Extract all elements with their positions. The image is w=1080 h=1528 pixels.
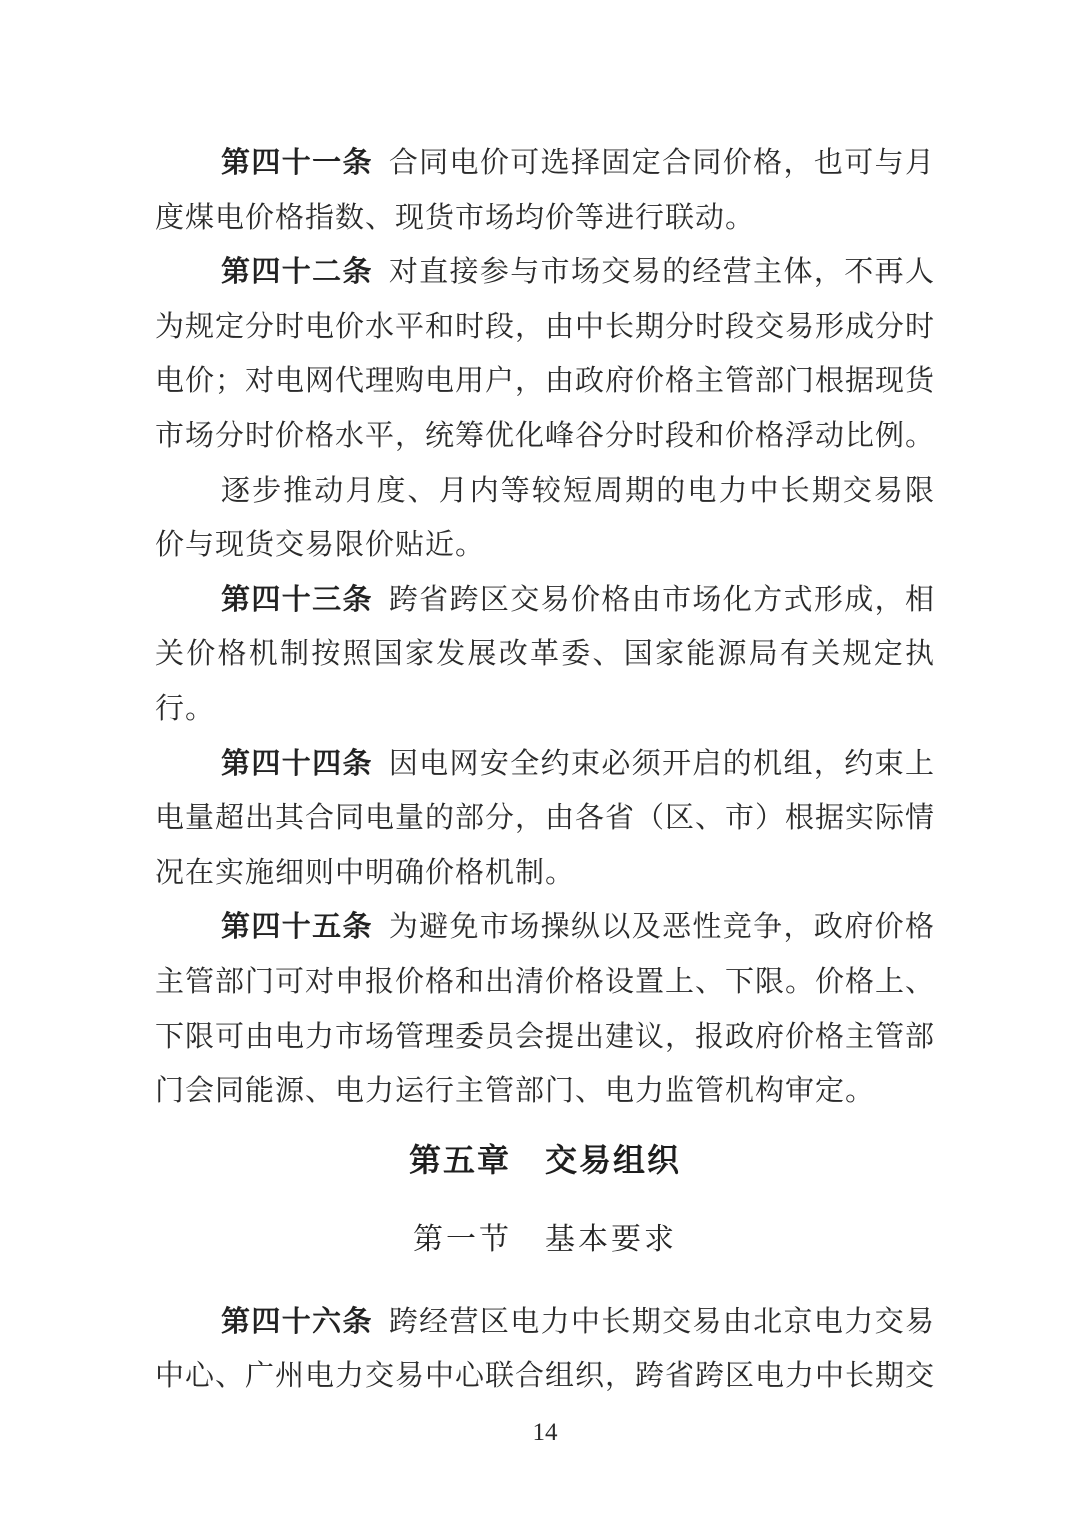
plain-paragraph bbox=[155, 464, 935, 573]
article-41-text: 合同电价可选择固定合同价格，也可与月度煤电价格指数、现货市场均价等进行联动。 bbox=[155, 147, 935, 234]
article-43-paragraph bbox=[155, 573, 935, 737]
page-number: 14 bbox=[532, 1418, 558, 1446]
article-46-text: 跨经营区电力中长期交易由北京电力交易中心、广州电力交易中心联合组织，跨省跨区电力中长期交 bbox=[155, 1305, 936, 1393]
article-42-text: 对直接参与市场交易的经营主体，不再人为规定分时电价水平和时段，由中长期分时段交易形成分时电价；对电网代理购电用户，由政府价格主管部门根据现货市场分时价格水平，统筹优化峰谷分时段和价格浮动比例。 bbox=[155, 256, 936, 452]
page-content bbox=[155, 136, 935, 1453]
plain-paragraph-text: 逐步推动月度、月内等较短周期的电力中长期交易限价与现货交易限价贴近。 bbox=[155, 474, 935, 562]
article-46-number: 第四十六条 bbox=[221, 1305, 373, 1338]
article-41-paragraph bbox=[155, 136, 935, 245]
article-41-number: 第四十一条 bbox=[221, 147, 373, 179]
section-heading: 第一节 基本要求 bbox=[413, 1222, 677, 1256]
article-45-text: 为避免市场操纵以及恶性竞争，政府价格主管部门可对申报价格和出清价格设置上、下限。价格上、下限可由电力市场管理委员会提出建议，报政府价格主管部门会同能源、电力运行主管部门、电力监管机构审定。 bbox=[155, 911, 936, 1108]
article-44-paragraph bbox=[155, 737, 935, 901]
article-45-paragraph bbox=[155, 900, 935, 1118]
article-43-number: 第四十三条 bbox=[221, 583, 373, 616]
article-45-number: 第四十五条 bbox=[221, 911, 373, 944]
article-44-text: 因电网安全约束必须开启的机组，约束上电量超出其合同电量的部分，由各省（区、市）根据实际情况在实施细则中明确价格机制。 bbox=[155, 747, 936, 889]
article-43-text: 跨省跨区交易价格由市场化方式形成，相关价格机制按照国家发展改革委、国家能源局有关规定执行。 bbox=[155, 583, 935, 725]
chapter-heading: 第五章 交易组织 bbox=[408, 1141, 681, 1178]
article-44-number: 第四十四条 bbox=[221, 747, 373, 780]
article-46-paragraph bbox=[155, 1295, 935, 1404]
article-42-number: 第四十二条 bbox=[221, 256, 373, 289]
article-42-paragraph bbox=[155, 245, 935, 463]
